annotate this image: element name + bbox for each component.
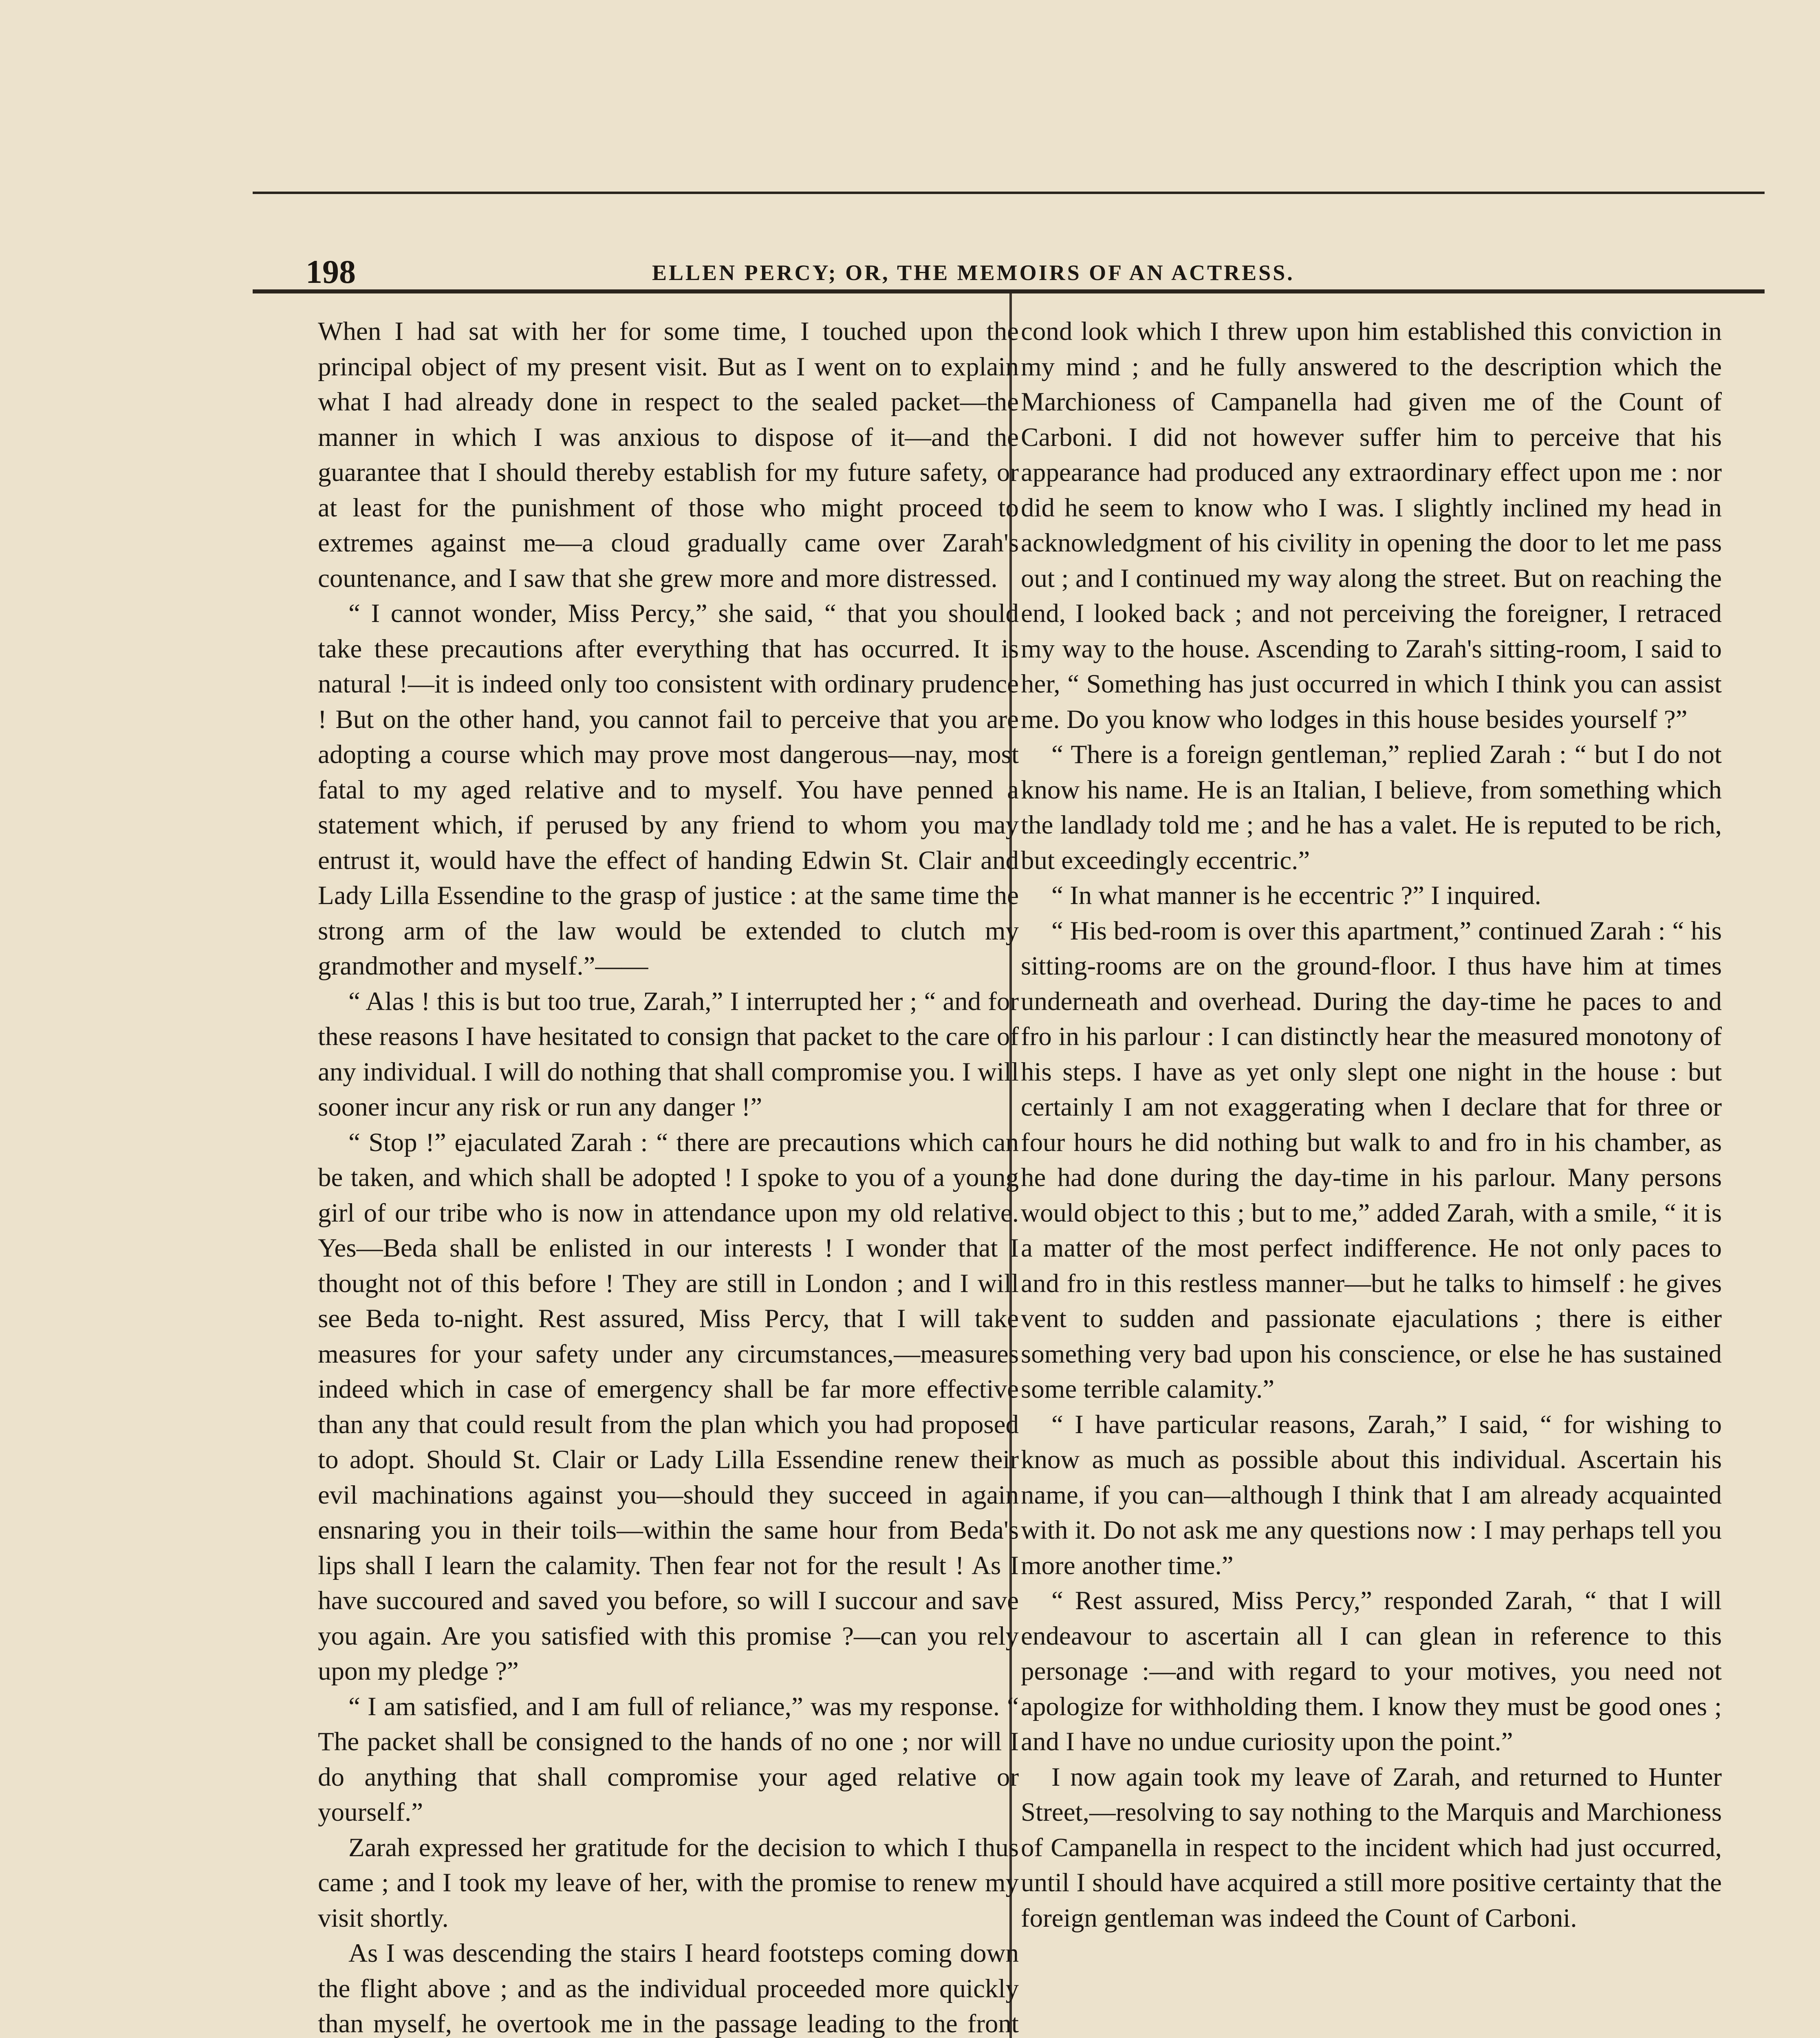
paragraph: When I had sat with her for some time, I touched upon the principal object of my present visit. But as I went on to explain what I had already done in respect to the sealed packet—the manner in which I was anxious to dispose of it—and the guarantee that I should thereby establish for my future safety, or at least for the punishment of those who might proceed to extremes against me—a cloud gradually came over Zarah's countenance, and I saw that she grew more and more distressed. xyxy=(318,317,1019,593)
paragraph: “ His bed-room is over this apartment,” continued Zarah : “ his sitting-rooms are on the ground-floor. I thus have him at times underneath and overhead. During the day-time he paces to and fro in his parlour : I can distinctly hear the measured monotony of his steps. I have as yet only slept one night in the house : but certainly I am not exaggerating when I declare that for three or four hours he did nothing but walk to and fro in his chamber, as he had done during the day-time in his parlour. Many persons would object to this ; but to me,” added Zarah, with a smile, “ it is a matter of the most perfect indifference. He not only paces to and fro in this restless manner—but he talks to himself : he gives vent to sudden and passionate ejaculations ; there is either something very bad upon his conscience, or else he has sustained some terrible calamity.” xyxy=(1021,916,1722,1404)
paragraph: “ I cannot wonder, Miss Percy,” she said, “ that you should take these precautions after everything that has occurred. It is natural !—it is indeed only too consistent with ordinary prudence ! But on the other hand, you cannot fail to perceive that you are adopting a course which may prove most dangerous—nay, most fatal to my aged relative and to myself. You have penned a statement which, if perused by any friend to whom you may entrust it, would have the effect of handing Edwin St. Clair and Lady Lilla Essendine to the grasp of justice : at the same time the strong arm of the law would be extended to clutch my grandmother and myself.”—— xyxy=(318,599,1019,981)
paragraph: Zarah expressed her gratitude for the decision to which I thus came ; and I took my leave of her, with the promise to renew my visit shortly. xyxy=(318,1833,1019,1933)
right-column xyxy=(1021,314,1722,2038)
paragraph: cond look which I threw upon him established this conviction in my mind ; and he fully answered to the description which the Marchioness of Campanella had given me of the Count of Carboni. I did not however suffer him to perceive that his appearance had produced any extraordinary effect upon me : nor did he seem to know who I was. I slightly inclined my head in acknowledgment of his civility in opening the door to let me pass out ; and I continued my way along the street. But on reaching the end, I looked back ; and not perceiving the foreigner, I retraced my way to the house. Ascending to Zarah's sitting-room, I said to her, “ Something has just occurred in which I think you can assist me. Do you know who lodges in this house besides yourself ?” xyxy=(1021,317,1722,734)
left-column xyxy=(318,314,1019,2038)
paragraph: “ In what manner is he eccentric ?” I inquired. xyxy=(1051,881,1541,910)
paragraph: I now again took my leave of Zarah, and returned to Hunter Street,—resolving to say nothing to the Marquis and Marchioness of Campanella in respect to the incident which had just occurred, until I should have acquired a still more positive certainty that the foreign gentleman was indeed the Count of Carboni. xyxy=(1021,1762,1722,1933)
page-number: 198 xyxy=(306,253,356,290)
paragraph: “ Rest assured, Miss Percy,” responded Zarah, “ that I will endeavour to ascertain all I can glean in reference to this personage :—and with regard to your motives, you need not apologize for withholding them. I know they must be good ones ; and I have no undue curiosity upon the point.” xyxy=(1021,1586,1722,1756)
paragraph: “ I am satisfied, and I am full of reliance,” was my response. “ The packet shall be consigned to the hands of no one ; nor will I do anything that shall compromise your aged relative or yourself.” xyxy=(318,1692,1019,1827)
paragraph: As I was descending the stairs I heard footsteps coming down the flight above ; and as the individual proceeded more quickly than myself, he overtook me in the passage leading to the front xyxy=(318,1939,1019,2038)
running-title: ELLEN PERCY; OR, THE MEMOIRS OF AN ACTRESS. xyxy=(652,260,1295,285)
paragraph: “ Stop !” ejaculated Zarah : “ there are precautions which can be taken, and which shall be adopted ! I spoke to you of a young girl of our tribe who is now in attendance upon my old relative. Yes—Beda shall be enlisted in our interests ! I wonder that I thought not of this before ! They are still in London ; and I will see Beda to-night. Rest assured, Miss Percy, that I will take measures for your safety under any circumstances,—measures indeed which in case of emergency shall be far more effective than any that could result from the plan which you had proposed to adopt. Should St. Clair or Lady Lilla Essendine renew their evil machinations against you—should they succeed in again ensnaring you in their toils—within the same hour from Beda's lips shall I learn the calamity. Then fear not for the result ! As I have succoured and saved you before, so will I succour and save you again. Are you satisfied with this promise ?—can you rely upon my pledge ?” xyxy=(318,1127,1019,1686)
running-header xyxy=(253,253,1765,293)
paragraph: “ I have particular reasons, Zarah,” I said, “ for wishing to know as much as possible about this individual. Ascertain his name, if you can—although I think that I am already acquainted with it. Do not ask me any questions now : I may perhaps tell you more another time.” xyxy=(1021,1409,1722,1580)
paragraph: “ Alas ! this is but too true, Zarah,” I interrupted her ; “ and for these reasons I have hesitated to consign that packet to the care of any individual. I will do nothing that shall compromise you. I will sooner incur any risk or run any danger !” xyxy=(318,986,1019,1122)
paragraph: “ There is a foreign gentleman,” replied Zarah : “ but I do not know his name. He is an Italian, I believe, from something which the landlady told me ; and he has a valet. He is reputed to be rich, but exceedingly eccentric.” xyxy=(1021,740,1722,875)
